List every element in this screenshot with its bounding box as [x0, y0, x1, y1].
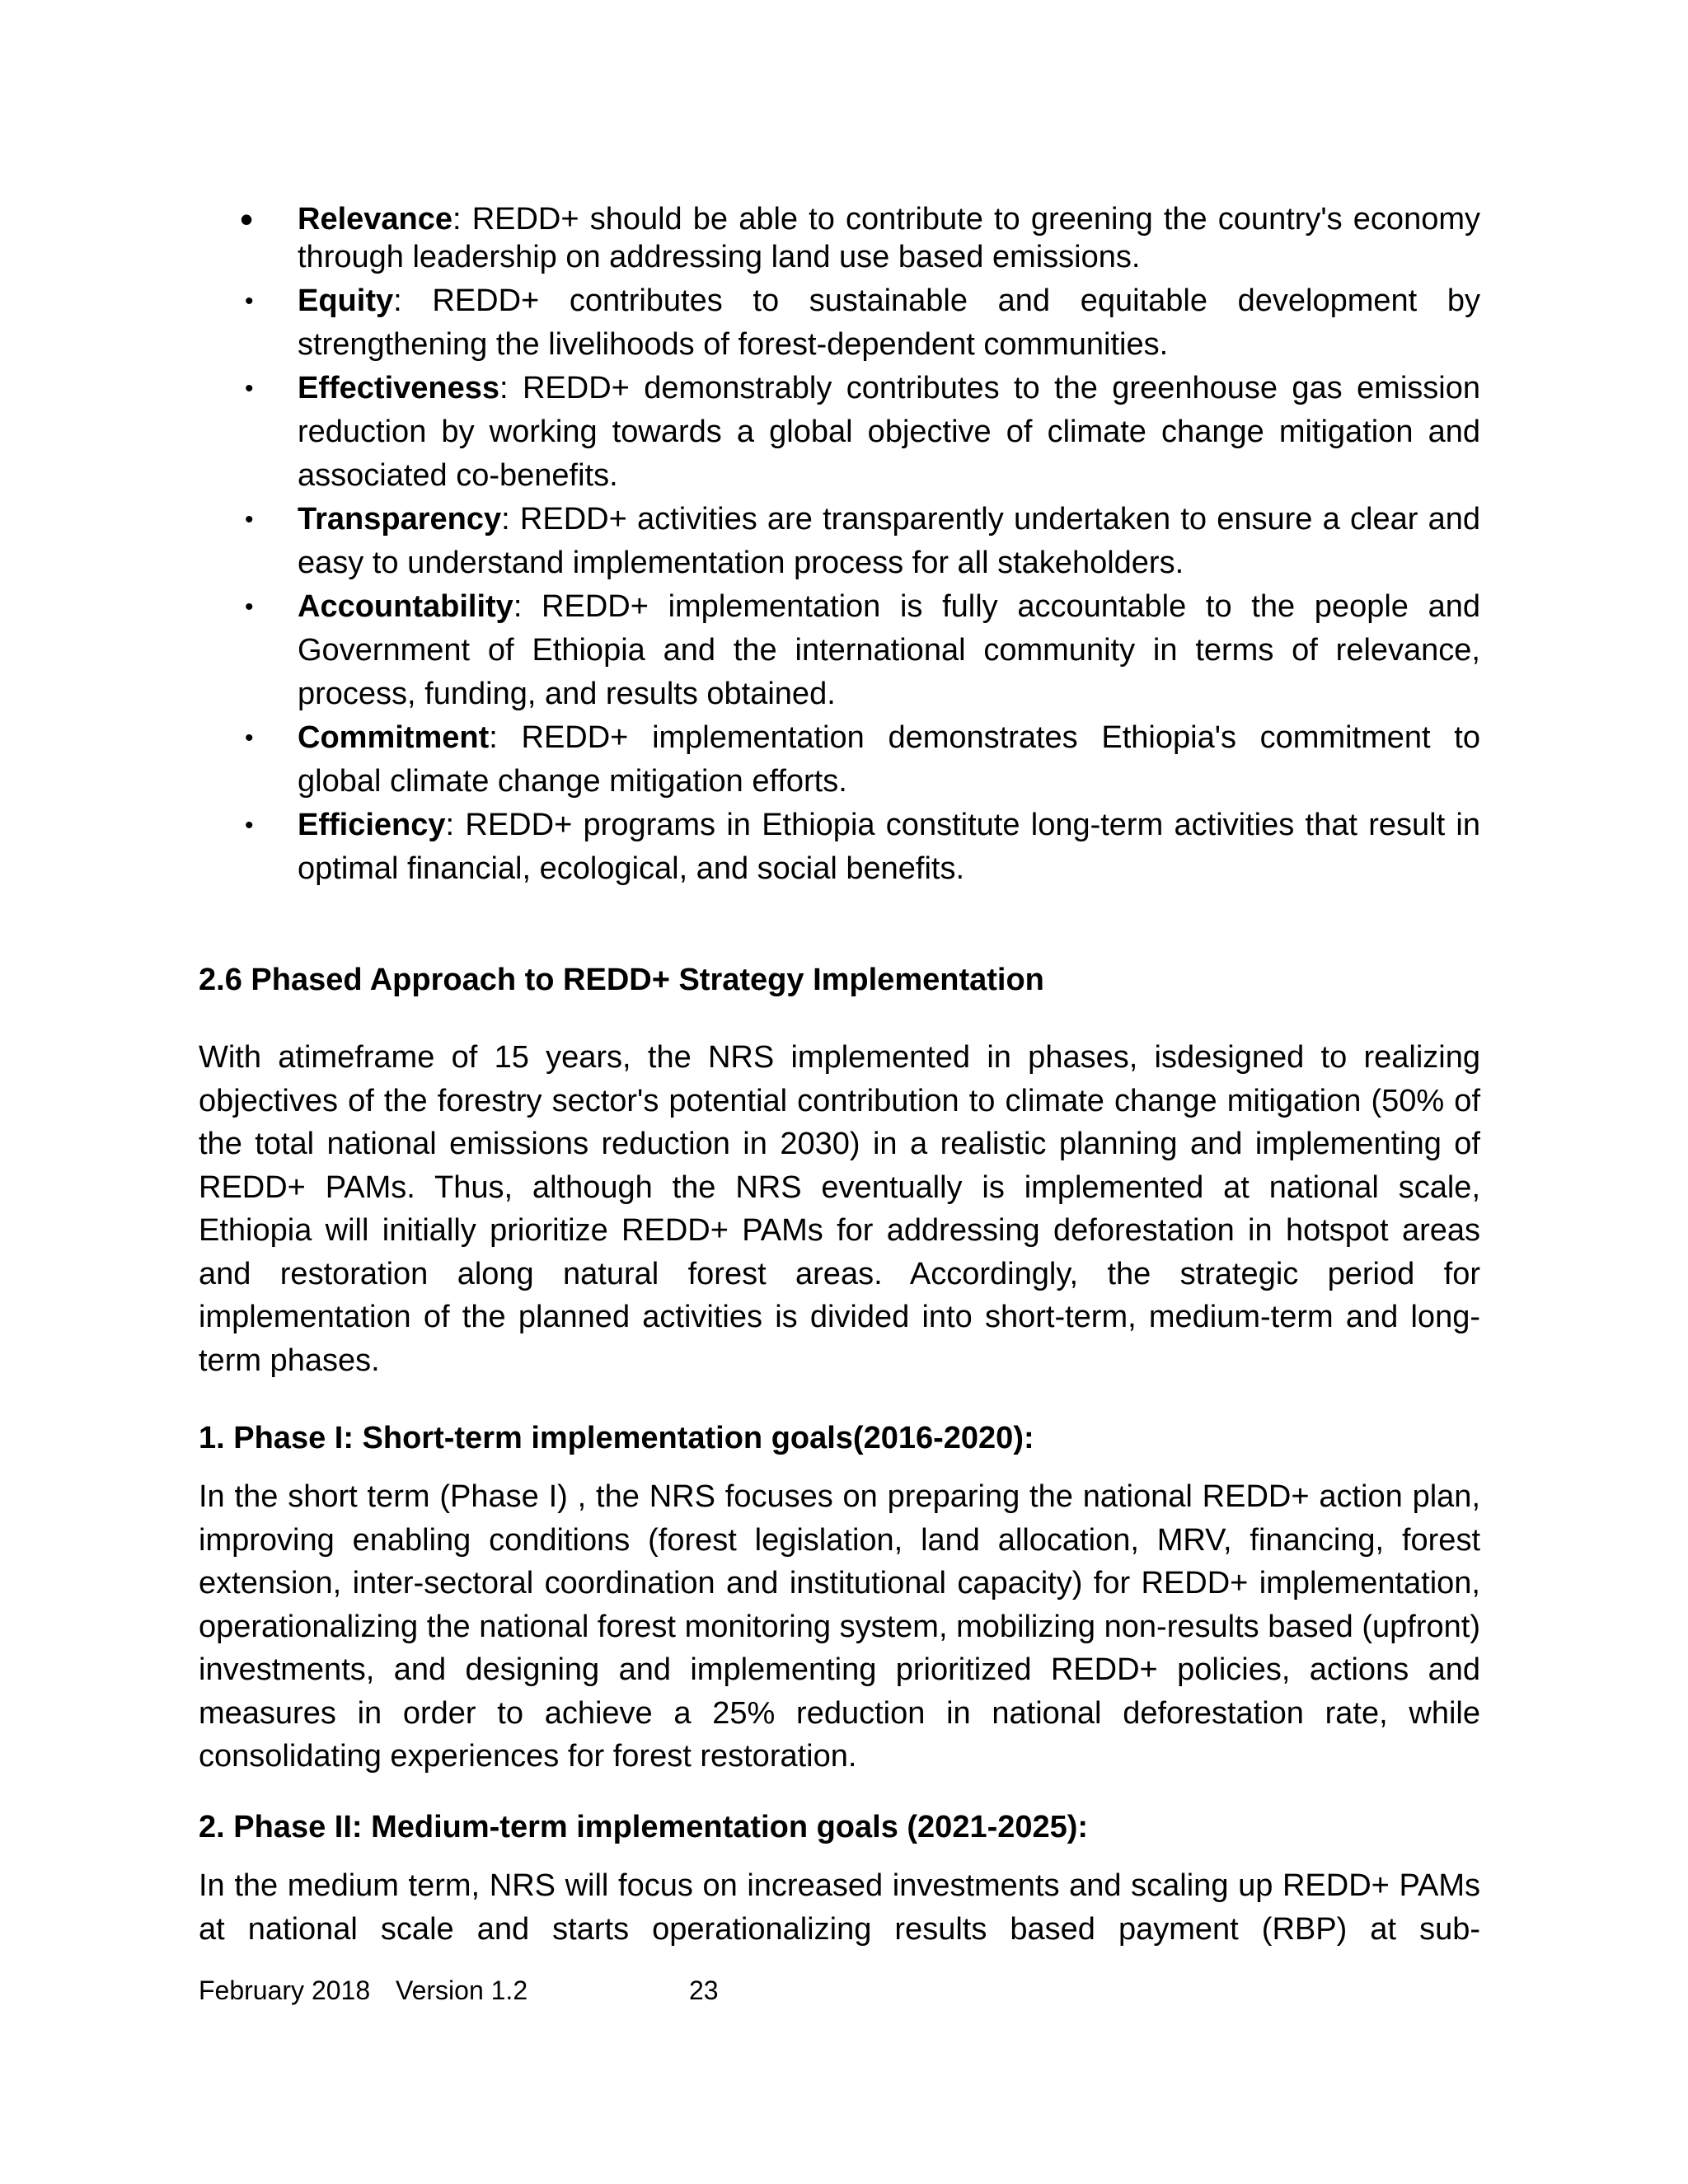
bullet-icon: •	[245, 593, 254, 621]
footer-date: February 2018	[199, 1975, 371, 2005]
principle-text: REDD+ implementation demonstrates Ethiopia's commitment to global climate change mitigation efforts.	[298, 720, 1480, 799]
principle-text: REDD+ activities are transparently undertaken to ensure a clear and easy to understand implementation process for all stakeholders.	[298, 502, 1480, 580]
principle-text: REDD+ should be able to contribute to greening the country's economy through leadership on addressing land use based emissions.	[298, 202, 1480, 274]
bullet-icon: •	[245, 506, 254, 533]
bullet-icon: •	[245, 288, 254, 315]
phase-2-paragraph: In the medium term, NRS will focus on increased investments and scaling up REDD+ PAMs at national scale and starts operationalizing results based payment (RBP) at sub-	[199, 1868, 1480, 1947]
list-item	[199, 585, 1480, 716]
list-item	[199, 279, 1480, 367]
principle-text: REDD+ demonstrably contributes to the greenhouse gas emission reduction by working towards a global objective of climate change mitigation and associated co-benefits.	[298, 371, 1480, 493]
principle-term: Efficiency	[298, 808, 446, 842]
principle-term: Equity	[298, 284, 394, 318]
list-item	[199, 804, 1480, 891]
principle-term: Transparency	[298, 502, 502, 537]
bullet-icon: •	[245, 375, 254, 402]
phase-1-heading: 1. Phase I: Short-term implementation goals(2016-2020):	[199, 1421, 1034, 1455]
principle-separator: :	[513, 589, 542, 624]
bullet-icon: •	[245, 812, 254, 839]
principle-separator: :	[499, 371, 523, 405]
section-intro-paragraph: With atimeframe of 15 years, the NRS implemented in phases, isdesigned to realizing objectives of the forestry sector's potential contribution to climate change mitigation (50% of the total national emissions reduction in 2030) in a realistic planning and implementing of REDD+ PAMs. Thus, although the NRS eventually is implemented at national scale, Ethiopia will initially prioritize REDD+ PAMs for addressing deforestation in hotspot areas and restoration along natural forest areas. Accordingly, the strategic period for implementation of the planned activities is divided into short-term, medium-term and long-term phases.	[199, 1040, 1480, 1378]
principle-separator: :	[393, 284, 433, 318]
principle-separator: :	[501, 502, 520, 537]
footer-page-number: 23	[689, 1975, 719, 2005]
section-heading: 2.6 Phased Approach to REDD+ Strategy Implementation	[199, 963, 1044, 997]
list-item	[199, 716, 1480, 804]
list-item	[199, 367, 1480, 498]
bullet-icon: •	[245, 724, 254, 752]
bullet-icon: •	[240, 198, 254, 241]
phase-1-paragraph: In the short term (Phase I) , the NRS focuses on preparing the national REDD+ action plan, improving enabling conditions (forest legislation, land allocation, MRV, financing, forest extension, inter-sectoral coordination and institutional capacity) for REDD+ implementation, operationalizing the national forest monitoring system, mobilizing non-results based (upfront) investments, and designing and implementing prioritized REDD+ policies, actions and measures in order to achieve a 25% reduction in national deforestation rate, while consolidating experiences for forest restoration.	[199, 1479, 1480, 1774]
principle-term: Commitment	[298, 720, 490, 755]
principle-text: REDD+ contributes to sustainable and equitable development by strengthening the livelihoods of forest-dependent communities.	[298, 284, 1480, 362]
footer-version: Version 1.2	[396, 1975, 528, 2005]
principle-term: Effectiveness	[298, 371, 500, 405]
principle-text: REDD+ implementation is fully accountable to the people and Government of Ethiopia and the international community in terms of relevance, process, funding, and results obtained.	[298, 589, 1480, 711]
principles-list	[199, 200, 1480, 891]
principle-term: Relevance	[298, 202, 453, 237]
principle-separator: :	[452, 202, 472, 237]
principle-term: Accountability	[298, 589, 513, 624]
principle-separator: :	[445, 808, 466, 842]
phase-2-heading: 2. Phase II: Medium-term implementation goals (2021-2025):	[199, 1810, 1089, 1844]
principle-text: REDD+ programs in Ethiopia constitute long-term activities that result in optimal financial, ecological, and social benefits.	[298, 808, 1480, 886]
list-item	[199, 498, 1480, 585]
list-item	[199, 200, 1480, 276]
principle-separator: :	[489, 720, 522, 755]
